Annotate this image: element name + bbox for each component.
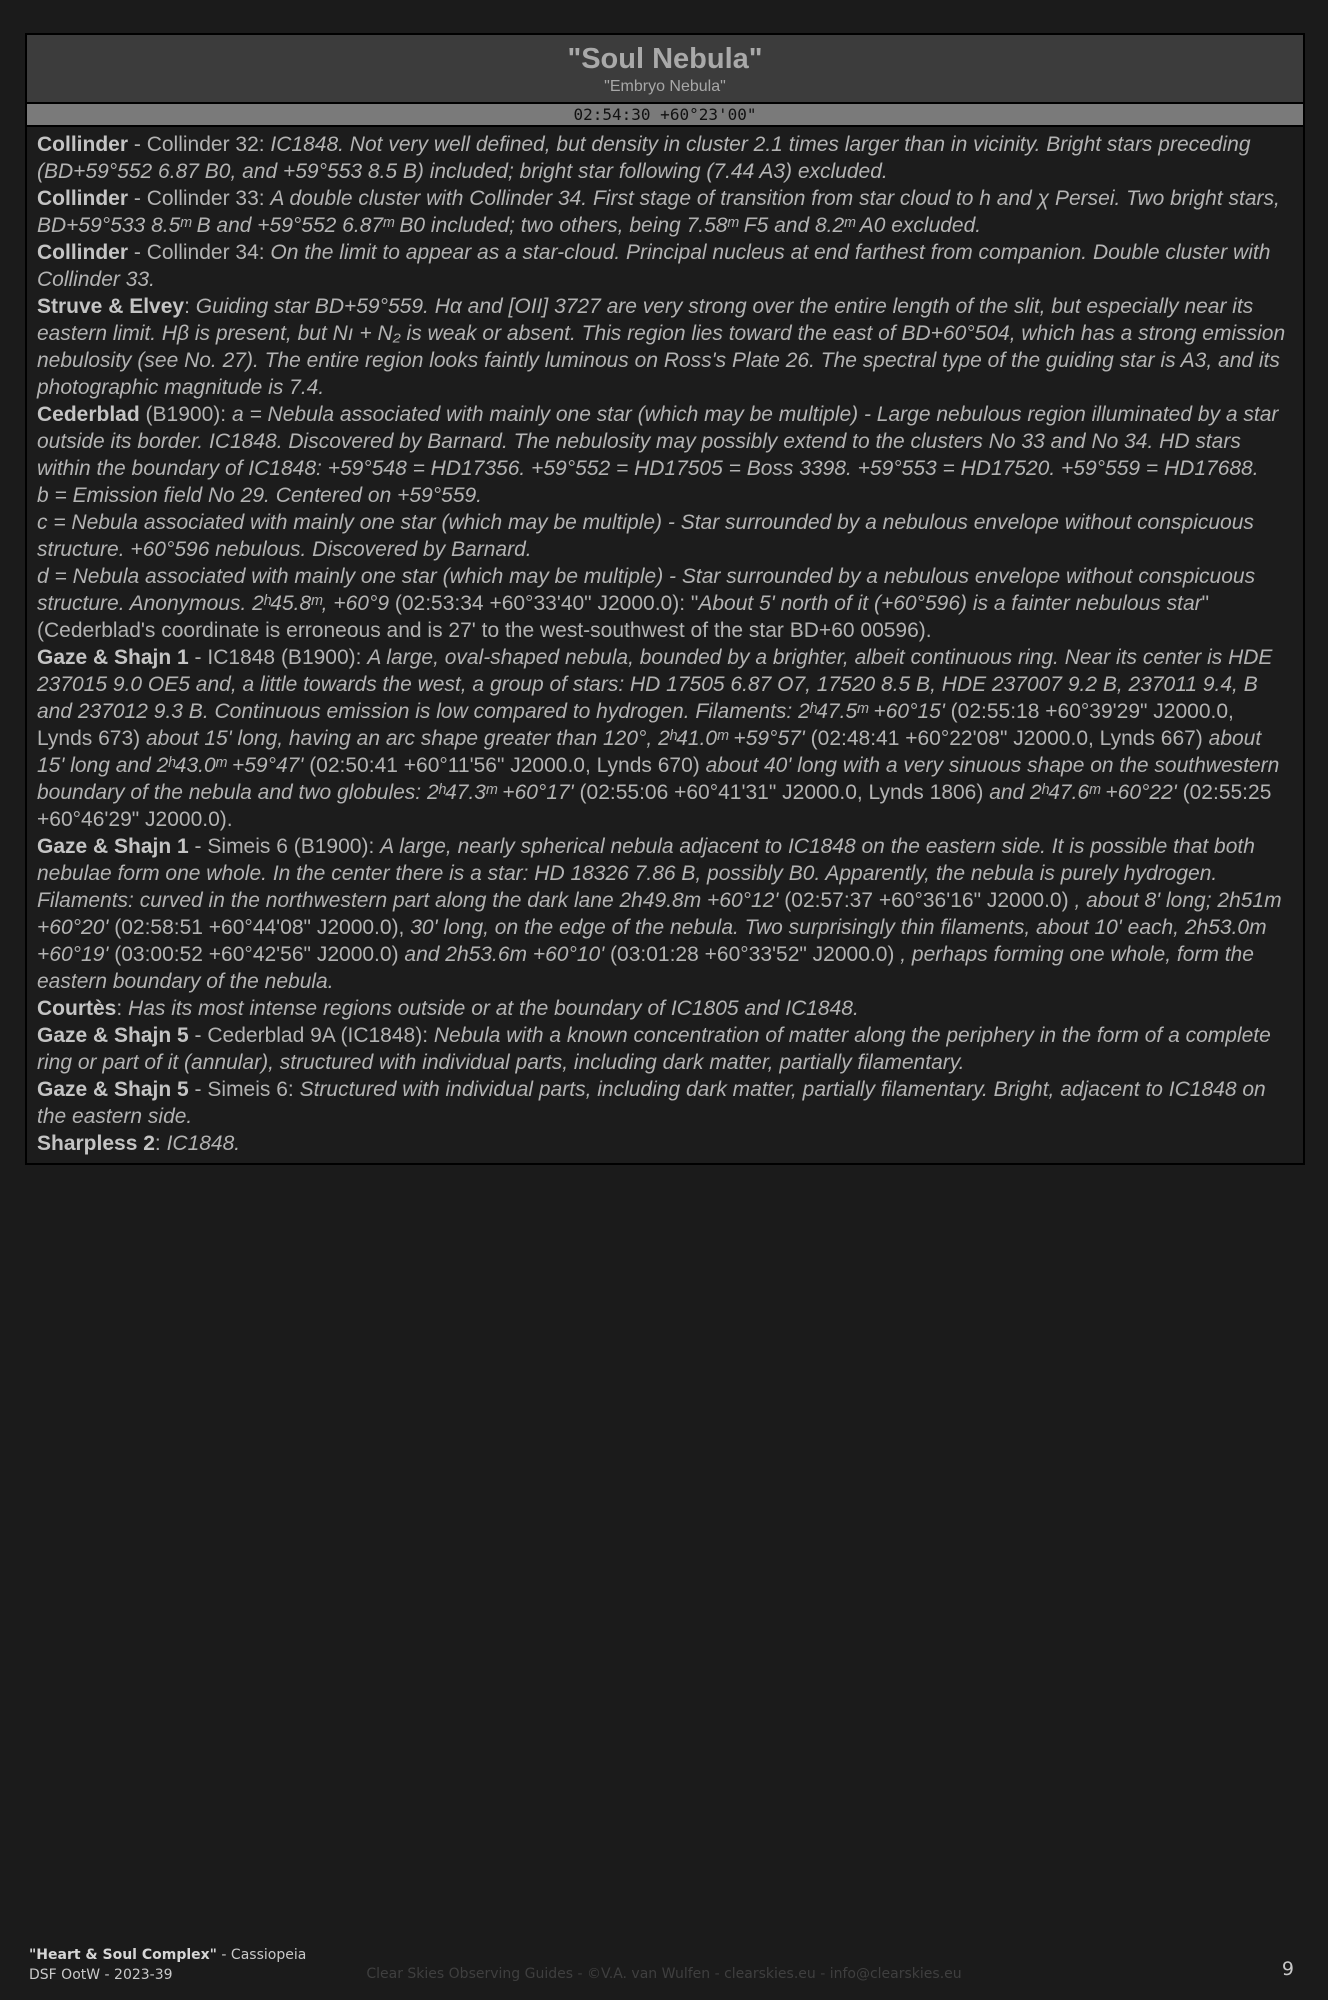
entry-paragraph — [37, 644, 1293, 833]
entry-paragraph — [37, 1022, 1293, 1076]
entry-text: A double cluster with Collinder 34. First stage of transition from star cloud to h and χ Persei. Two bright stars, BD+59°533 8.5ᵐ B and +59°552 6.87ᵐ B0 included; two others, being 7.58ᵐ F5 and 8.2ᵐ A0 excluded. — [37, 187, 1280, 237]
entry-source: IC1848 (B1900): — [207, 646, 368, 669]
entry-separator: - — [188, 835, 208, 858]
entry-source: Simeis 6 (B1900): — [207, 835, 381, 858]
entry-text: about 40' long with a very sinuous shape on the southwestern boundary of the nebula and two globules: 2ʰ47.3ᵐ +60°17' — [37, 754, 1280, 804]
entry-separator: - — [128, 241, 147, 264]
entry-text: IC1848. — [166, 1132, 241, 1155]
entry-text: A large, nearly spherical nebula adjacent to IC1848 on the eastern side. It is possible that both nebulae form one whole. In the center there is a star: HD 18326 7.86 B, possibly B0. Apparently, the nebula is purely hydrogen. Filaments: curved in the northwestern part along the dark lane 2h49.8m +60°12' — [37, 835, 1255, 912]
entry-paragraph — [37, 293, 1293, 401]
entry-separator: - — [188, 1078, 208, 1101]
entry-text: , about 8' long; 2h51m +60°20' — [37, 889, 1282, 939]
footer-credits: Clear Skies Observing Guides - ©V.A. van Wulfen - clearskies.eu - info@clearskies.eu — [366, 1966, 962, 1982]
entry-coordinates: (02:53:34 +60°33'40" J2000.0): " — [389, 592, 699, 615]
entry-source: (B1900): — [145, 403, 232, 426]
entry-author: Gaze & Shajn 1 — [37, 835, 189, 858]
entry-source: Collinder 34: — [146, 241, 271, 264]
entry-paragraph — [37, 131, 1293, 185]
entry-text: c = Nebula associated with mainly one star (which may be multiple) - Star surrounded by a nebulous envelope without conspicuous structure. +60°596 nebulous. Discovered by Barnard. — [37, 511, 1254, 561]
entry-author: Collinder — [37, 187, 129, 210]
object-card — [25, 33, 1305, 1165]
entry-coordinates: (02:48:41 +60°22'08" J2000.0, Lynds 667) — [804, 727, 1209, 750]
entry-author: Sharpless 2 — [37, 1132, 155, 1155]
entry-author: Collinder — [37, 241, 129, 264]
entry-text: b = Emission field No 29. Centered on +59°559. — [37, 484, 483, 507]
entry-text: 30' long, on the edge of the nebula. Two surprisingly thin filaments, about 10' each, 2h53.0m +60°19' — [37, 916, 1267, 966]
description-text — [27, 127, 1303, 1163]
entry-text: On the limit to appear as a star-cloud. Principal nucleus at end farthest from companion. Double cluster with Collinder 33. — [37, 241, 1271, 291]
card-header — [27, 35, 1303, 104]
entry-author: Gaze & Shajn 5 — [37, 1024, 189, 1047]
entry-paragraph — [37, 1130, 1293, 1157]
footer-constellation: - Cassiopeia — [216, 1947, 307, 1963]
entry-text: a = Nebula associated with mainly one star (which may be multiple) - Large nebulous region illuminated by a star outside its border. IC1848. Discovered by Barnard. The nebulosity may possibly extend to the clusters No 33 and No 34. HD stars within the boundary of IC1848: +59°548 = HD17356. +59°552 = HD17505 = Boss 3398. +59°553 = HD17520. +59°559 = HD17688. — [37, 403, 1279, 480]
entry-text: and 2ʰ47.6ᵐ +60°22' — [989, 781, 1177, 804]
object-alias: "Embryo Nebula" — [604, 78, 726, 95]
entry-paragraph — [37, 401, 1293, 482]
entry-source: Simeis 6: — [207, 1078, 300, 1101]
footer-object-line — [29, 1945, 306, 1965]
entry-separator: - — [128, 133, 147, 156]
entry-text: and 2h53.6m +60°10' — [404, 943, 605, 966]
entry-paragraph — [37, 239, 1293, 293]
entry-source: Collinder 32: — [146, 133, 271, 156]
entry-text: about 15' long and 2ʰ43.0ᵐ +59°47' — [37, 727, 1262, 777]
entry-separator: - — [128, 187, 147, 210]
entry-source: Collinder 33: — [146, 187, 271, 210]
entry-source: : — [184, 295, 196, 318]
entry-source: : — [116, 997, 129, 1020]
entry-author: Courtès — [37, 997, 117, 1020]
entry-author: Gaze & Shajn 1 — [37, 646, 189, 669]
coordinates-bar: 02:54:30 +60°23'00" — [27, 104, 1303, 127]
entry-author: Cederblad — [37, 403, 140, 426]
entry-coordinates: (03:00:52 +60°42'56" J2000.0) — [108, 943, 405, 966]
entry-author: Gaze & Shajn 5 — [37, 1078, 189, 1101]
entry-coordinates: (03:01:28 +60°33'52" J2000.0) — [604, 943, 901, 966]
entry-author: Struve & Elvey — [37, 295, 185, 318]
entry-text: Guiding star BD+59°559. Hα and [OII] 3727 are very strong over the entire length of the slit, but especially near its eastern limit. Hβ is present, but Nı + N₂ is weak or absent. This region lies toward the east of BD+60°504, which has a strong emission nebulosity (see No. 27). The entire region looks faintly luminous on Ross's Plate 26. The spectral type of the guiding star is A3, and its photographic magnitude is 7.4. — [37, 295, 1286, 399]
entry-text: about 15' long, having an arc shape greater than 120°, 2ʰ41.0ᵐ +59°57' — [145, 727, 805, 750]
entry-coordinates: (02:55:06 +60°41'31" J2000.0, Lynds 1806) — [573, 781, 990, 804]
entry-coordinates: (02:55:18 +60°39'29" J2000.0, Lynds 673) — [37, 700, 1234, 750]
entry-paragraph — [37, 185, 1293, 239]
entry-paragraph — [37, 563, 1293, 644]
entry-source: : — [154, 1132, 167, 1155]
object-title: "Soul Nebula" — [567, 43, 763, 75]
entry-text: IC1848. Not very well defined, but density in cluster 2.1 times larger than in vicinity. Bright stars preceding (BD+59°552 6.87 B0, and +59°553 8.5 B) included; bright star following (7.44 A3) excluded. — [37, 133, 1251, 183]
page-number: 9 — [1281, 1958, 1294, 1980]
entry-source: Cederblad 9A (IC1848): — [207, 1024, 434, 1047]
entry-paragraph — [37, 509, 1293, 563]
entry-separator: - — [188, 1024, 208, 1047]
entry-text: , perhaps forming one whole, form the eastern boundary of the nebula. — [37, 943, 1254, 993]
entry-paragraph — [37, 1076, 1293, 1130]
entry-coordinates: (02:57:37 +60°36'16" J2000.0) — [778, 889, 1075, 912]
footer-series: DSF OotW - 2023-39 — [29, 1967, 173, 1983]
entry-author: Collinder — [37, 133, 129, 156]
entry-text: A large, oval-shaped nebula, bounded by a brighter, albeit continuous ring. Near its center is HDE 237015 9.0 OE5 and, a little towards the west, a group of stars: HD 17505 6.87 O7, 17520 8.5 B, HDE 237007 9.2 B, 237011 9.4, B and 237012 9.3 B. Continuous emission is low compared to hydrogen. Filaments: 2ʰ47.5ᵐ +60°15' — [37, 646, 1273, 723]
entry-paragraph — [37, 833, 1293, 995]
entry-text: Structured with individual parts, including dark matter, partially filamentary. Bright, adjacent to IC1848 on the eastern side. — [37, 1078, 1266, 1128]
entry-text: d = Nebula associated with mainly one star (which may be multiple) - Star surrounded by a nebulous envelope without conspicuous structure. Anonymous. 2ʰ45.8ᵐ, +60°9 — [37, 565, 1256, 615]
entry-separator: - — [188, 646, 208, 669]
entry-text: Nebula with a known concentration of matter along the periphery in the form of a complete ring or part of it (annular), structured with individual parts, including dark matter, partially filamentary. — [37, 1024, 1271, 1074]
entry-coordinates: (02:50:41 +60°11'56" J2000.0, Lynds 670) — [303, 754, 706, 777]
entry-text: About 5' north of it (+60°596) is a fainter nebulous star — [698, 592, 1202, 615]
entry-coordinates: (02:58:51 +60°44'08" J2000.0), — [108, 916, 411, 939]
entry-coordinates: " (Cederblad's coordinate is erroneous and is 27' to the west-southwest of the star BD+60 00596). — [37, 592, 1210, 642]
entry-text: Has its most intense regions outside or at the boundary of IC1805 and IC1848. — [128, 997, 859, 1020]
entry-coordinates: (02:55:25 +60°46'29" J2000.0). — [37, 781, 1272, 831]
entry-paragraph — [37, 482, 1293, 509]
footer-object-name: "Heart & Soul Complex" — [29, 1947, 217, 1963]
entry-paragraph — [37, 995, 1293, 1022]
